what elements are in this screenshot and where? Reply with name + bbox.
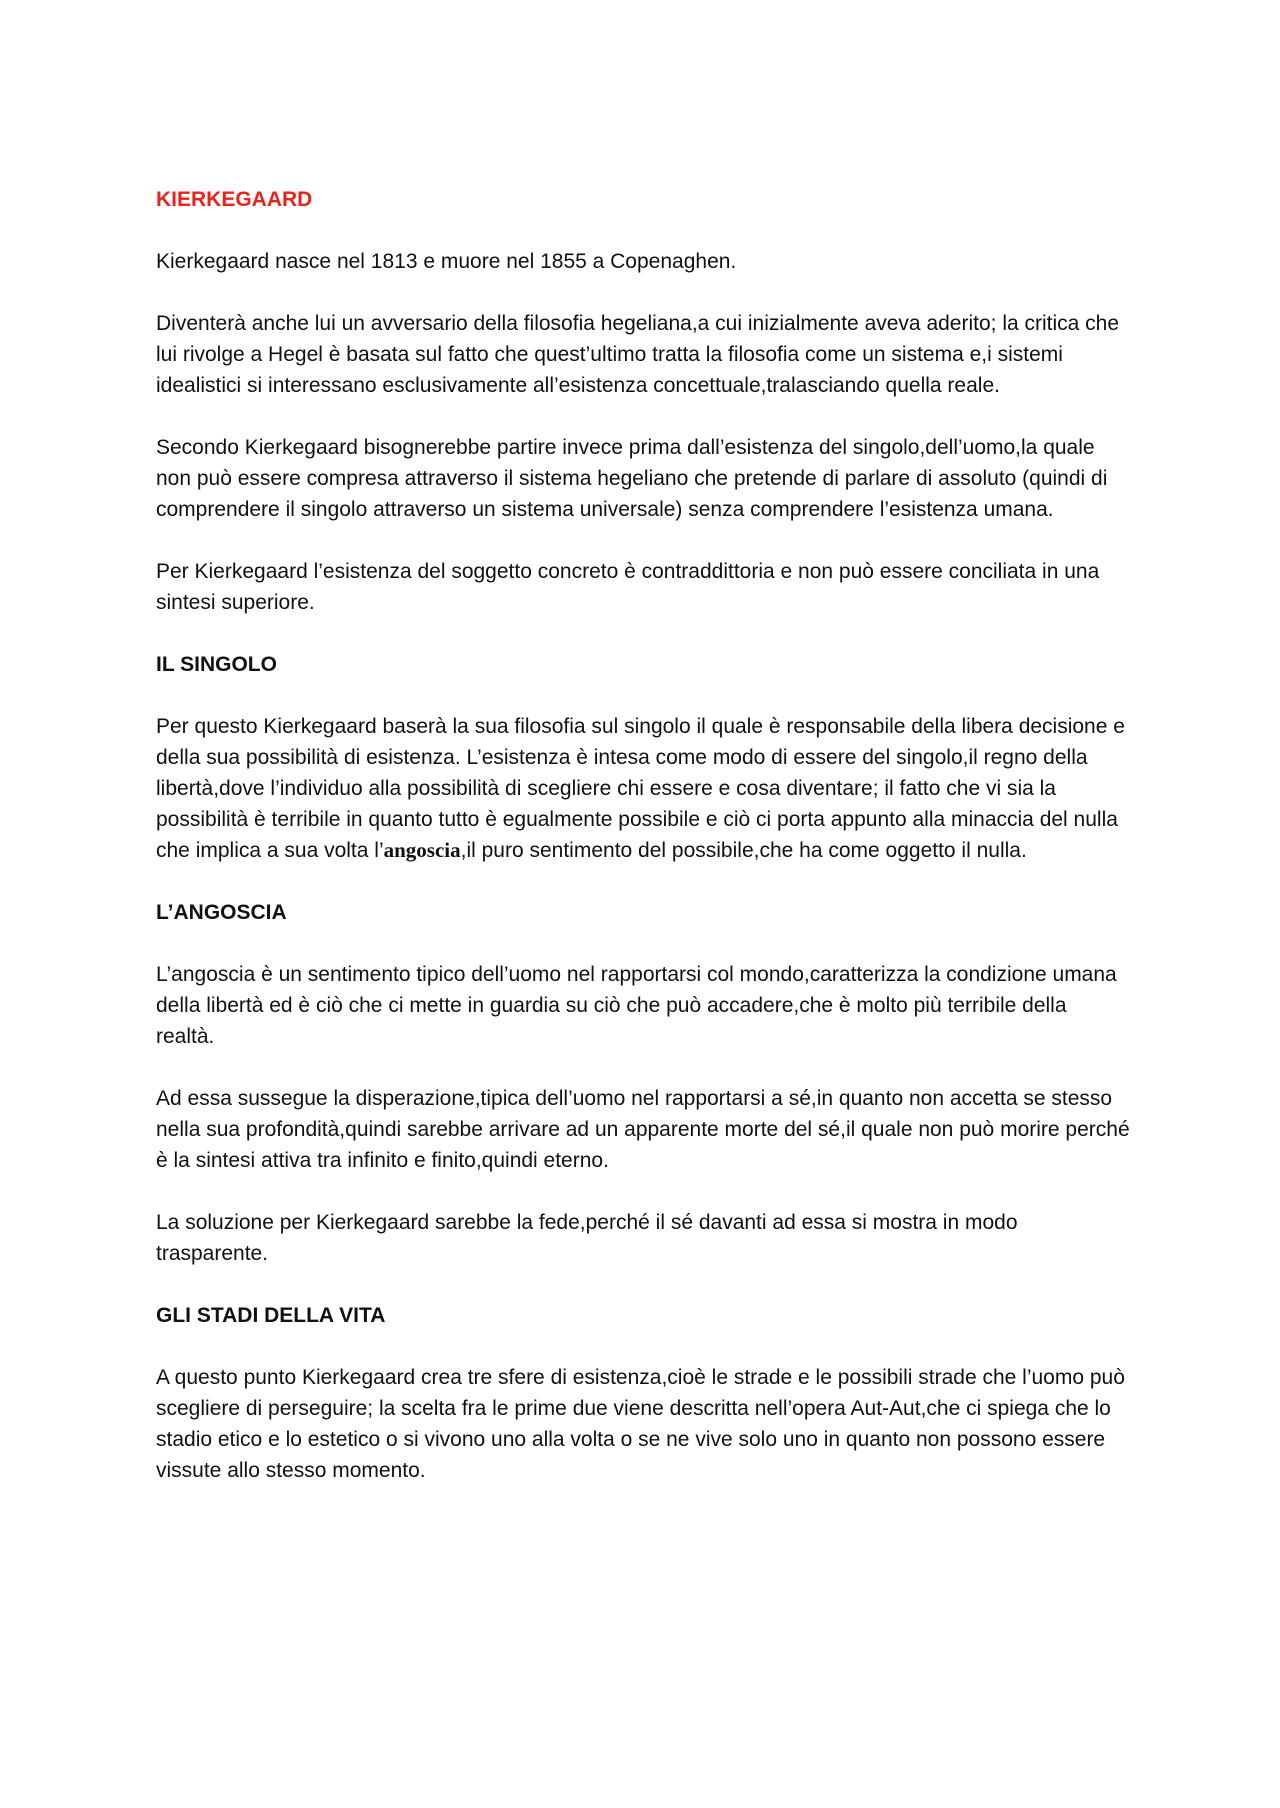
document-title: KIERKEGAARD — [156, 188, 313, 211]
angoscia-paragraph-2: Ad essa sussegue la disperazione,tipica dell’uomo nel rapportarsi a sé,in quanto non accetta se stesso nella sua profondità,quindi sarebbe arrivare ad un apparente morte del sé,il quale non può morire perché è la sintesi attiva tra infinito e finito,quindi eterno. — [156, 1087, 1130, 1172]
section-heading-stadi: GLI STADI DELLA VITA — [156, 1304, 386, 1327]
section-heading-angoscia: L’ANGOSCIA — [156, 901, 287, 924]
intro-paragraph-4: Per Kierkegaard l’esistenza del soggetto concreto è contraddittoria e non può essere conciliata in una sintesi superiore. — [156, 560, 1100, 614]
singolo-text-after: ,il puro sentimento del possibile,che ha come oggetto il nulla. — [460, 839, 1027, 862]
intro-paragraph-3: Secondo Kierkegaard bisognerebbe partire invece prima dall’esistenza del singolo,dell’uomo,la quale non può essere compresa attraverso il sistema hegeliano che pretende di parlare di assoluto (quindi di comprendere il singolo attraverso un sistema universale) senza comprendere l’esistenza umana. — [156, 436, 1108, 521]
angoscia-paragraph-1: L’angoscia è un sentimento tipico dell’uomo nel rapportarsi col mondo,caratterizza la condizione umana della libertà ed è ciò che ci mette in guardia su ciò che può accadere,che è molto più terribile della realtà. — [156, 963, 1117, 1048]
intro-paragraph-2: Diventerà anche lui un avversario della filosofia hegeliana,a cui inizialmente aveva aderito; la critica che lui rivolge a Hegel è basata sul fatto che quest’ultimo tratta la filosofia come un sistema e,i sistemi idealistici si interessano esclusivamente all’esistenza concettuale,tralasciando quella reale. — [156, 312, 1120, 397]
singolo-paragraph — [156, 711, 1130, 866]
intro-paragraph-1: Kierkegaard nasce nel 1813 e muore nel 1855 a Copenaghen. — [156, 250, 737, 273]
stadi-paragraph: A questo punto Kierkegaard crea tre sfere di esistenza,cioè le strade e le possibili strade che l’uomo può scegliere di perseguire; la scelta fra le prime due viene descritta nell’opera Aut-Aut,che ci spiega che lo stadio etico e lo estetico o si vivono uno alla volta o se ne vive solo uno in quanto non possono essere vissute allo stesso momento. — [156, 1366, 1125, 1482]
angoscia-paragraph-3: La soluzione per Kierkegaard sarebbe la fede,perché il sé davanti ad essa si mostra in modo trasparente. — [156, 1211, 1018, 1265]
singolo-text-before: Per questo Kierkegaard baserà la sua filosofia sul singolo il quale è responsabile della libera decisione e della sua possibilità di esistenza. L’esistenza è intesa come modo di essere del singolo,il regno della libertà,dove l’individuo alla possibilità di scegliere chi essere e cosa diventare; il fatto che vi sia la possibilità è terribile in quanto tutto è egualmente possibile e ciò ci porta appunto alla minaccia del nulla che implica a sua volta l’ — [156, 715, 1125, 862]
section-heading-singolo: IL SINGOLO — [156, 653, 277, 676]
angoscia-emphasis: angoscia — [383, 838, 461, 862]
